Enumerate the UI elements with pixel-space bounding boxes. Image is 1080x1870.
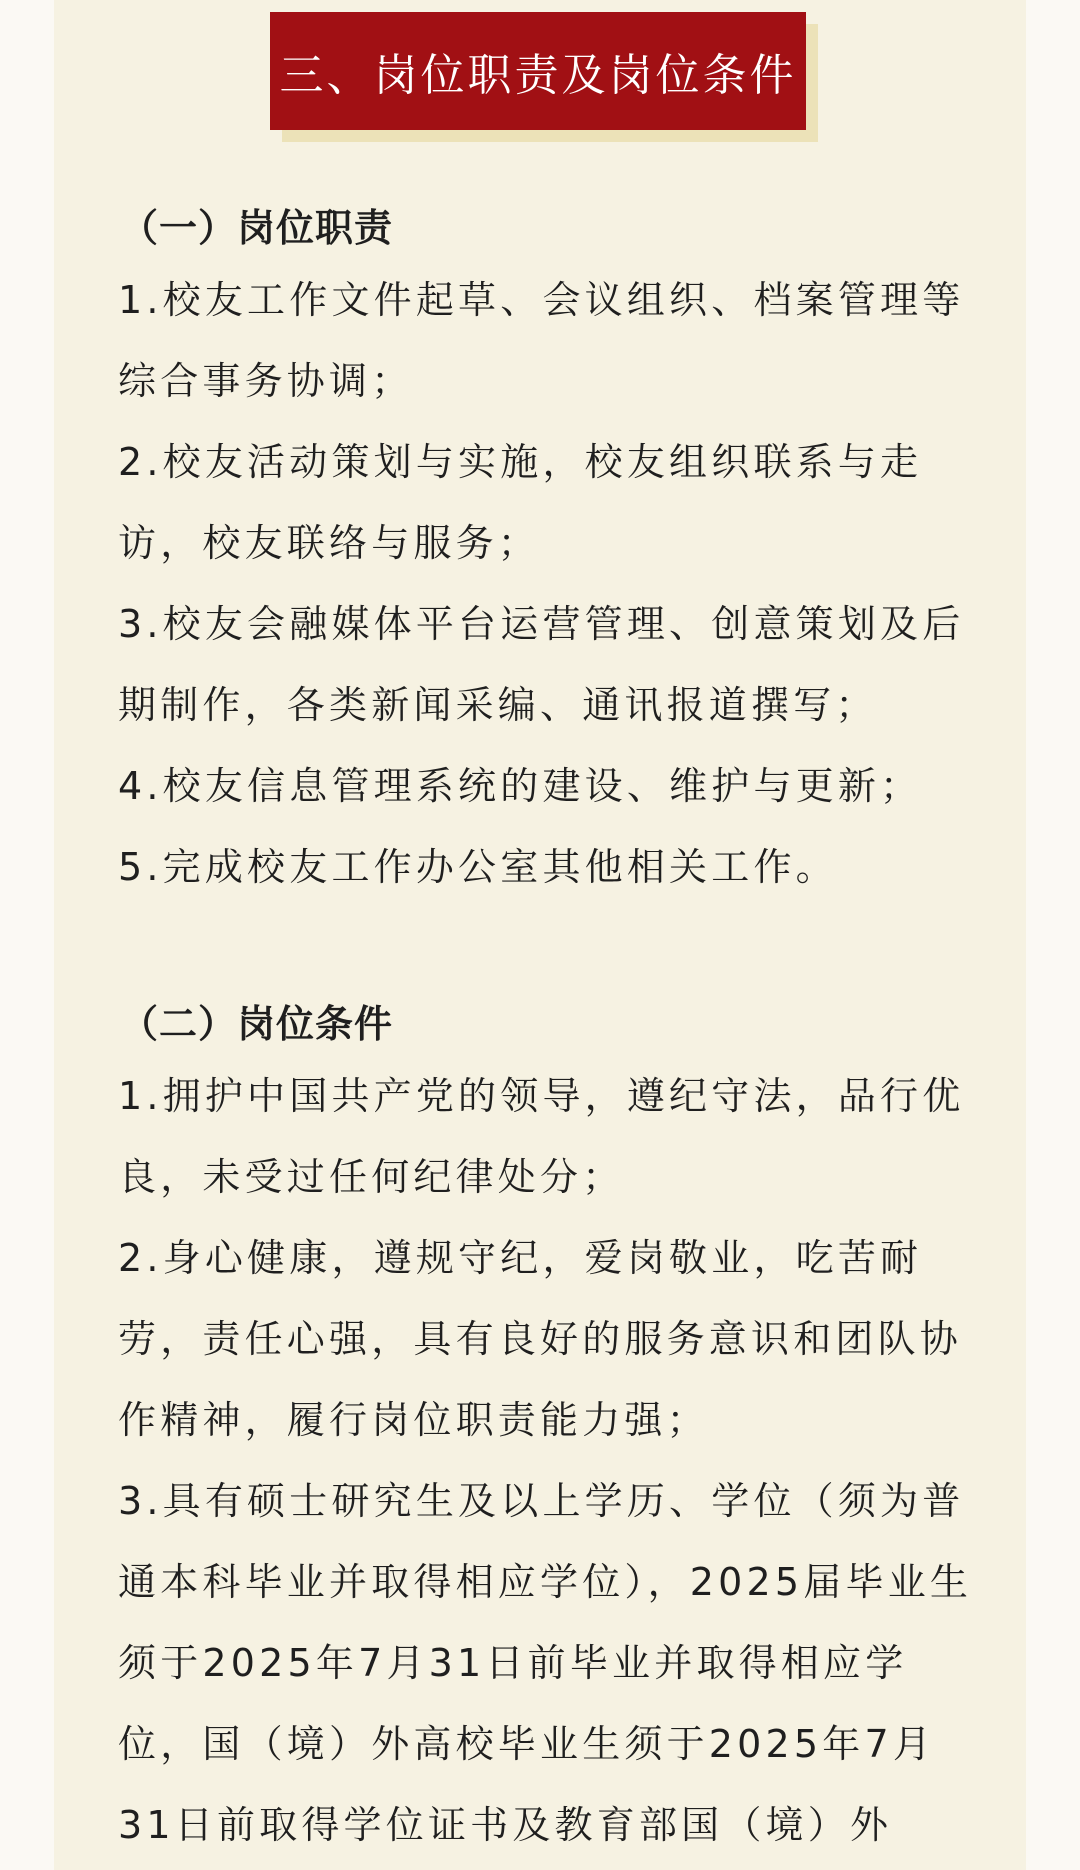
list-item: 3.校友会融媒体平台运营管理、创意策划及后期制作，各类新闻采编、通讯报道撰写； <box>118 602 965 727</box>
list-item: 1.校友工作文件起草、会议组织、档案管理等综合事务协调； <box>118 278 965 403</box>
section-duties <box>118 196 978 908</box>
section-heading: （一）岗位职责 <box>120 206 394 250</box>
list-item: 5.完成校友工作办公室其他相关工作。 <box>118 845 838 889</box>
section-heading: （二）岗位条件 <box>120 1002 394 1046</box>
section-spacer <box>118 908 978 992</box>
list-item: 2.身心健康，遵规守纪，爱岗敬业，吃苦耐劳，责任心强，具有良好的服务意识和团队协作精神，履行岗位职责能力强； <box>118 1236 963 1442</box>
banner-title: 三、岗位职责及岗位条件 <box>270 12 806 130</box>
section-requirements <box>118 992 978 1866</box>
list-item: 4.校友信息管理系统的建设、维护与更新； <box>118 764 923 808</box>
list-item: 2.校友活动策划与实施，校友组织联系与走访，校友联络与服务； <box>118 440 923 565</box>
section-banner <box>270 12 818 142</box>
list-item: 3.具有硕士研究生及以上学历、学位（须为普通本科毕业并取得相应学位），2025届毕业生须于2025年7月31日前毕业并取得相应学位，国（境）外高校毕业生须于2025年7月31日前取得学位证书及教育部国（境）外 <box>118 1479 973 1847</box>
list-item: 1.拥护中国共产党的领导，遵纪守法，品行优良，未受过任何纪律处分； <box>118 1074 965 1199</box>
article-content <box>118 196 978 1866</box>
